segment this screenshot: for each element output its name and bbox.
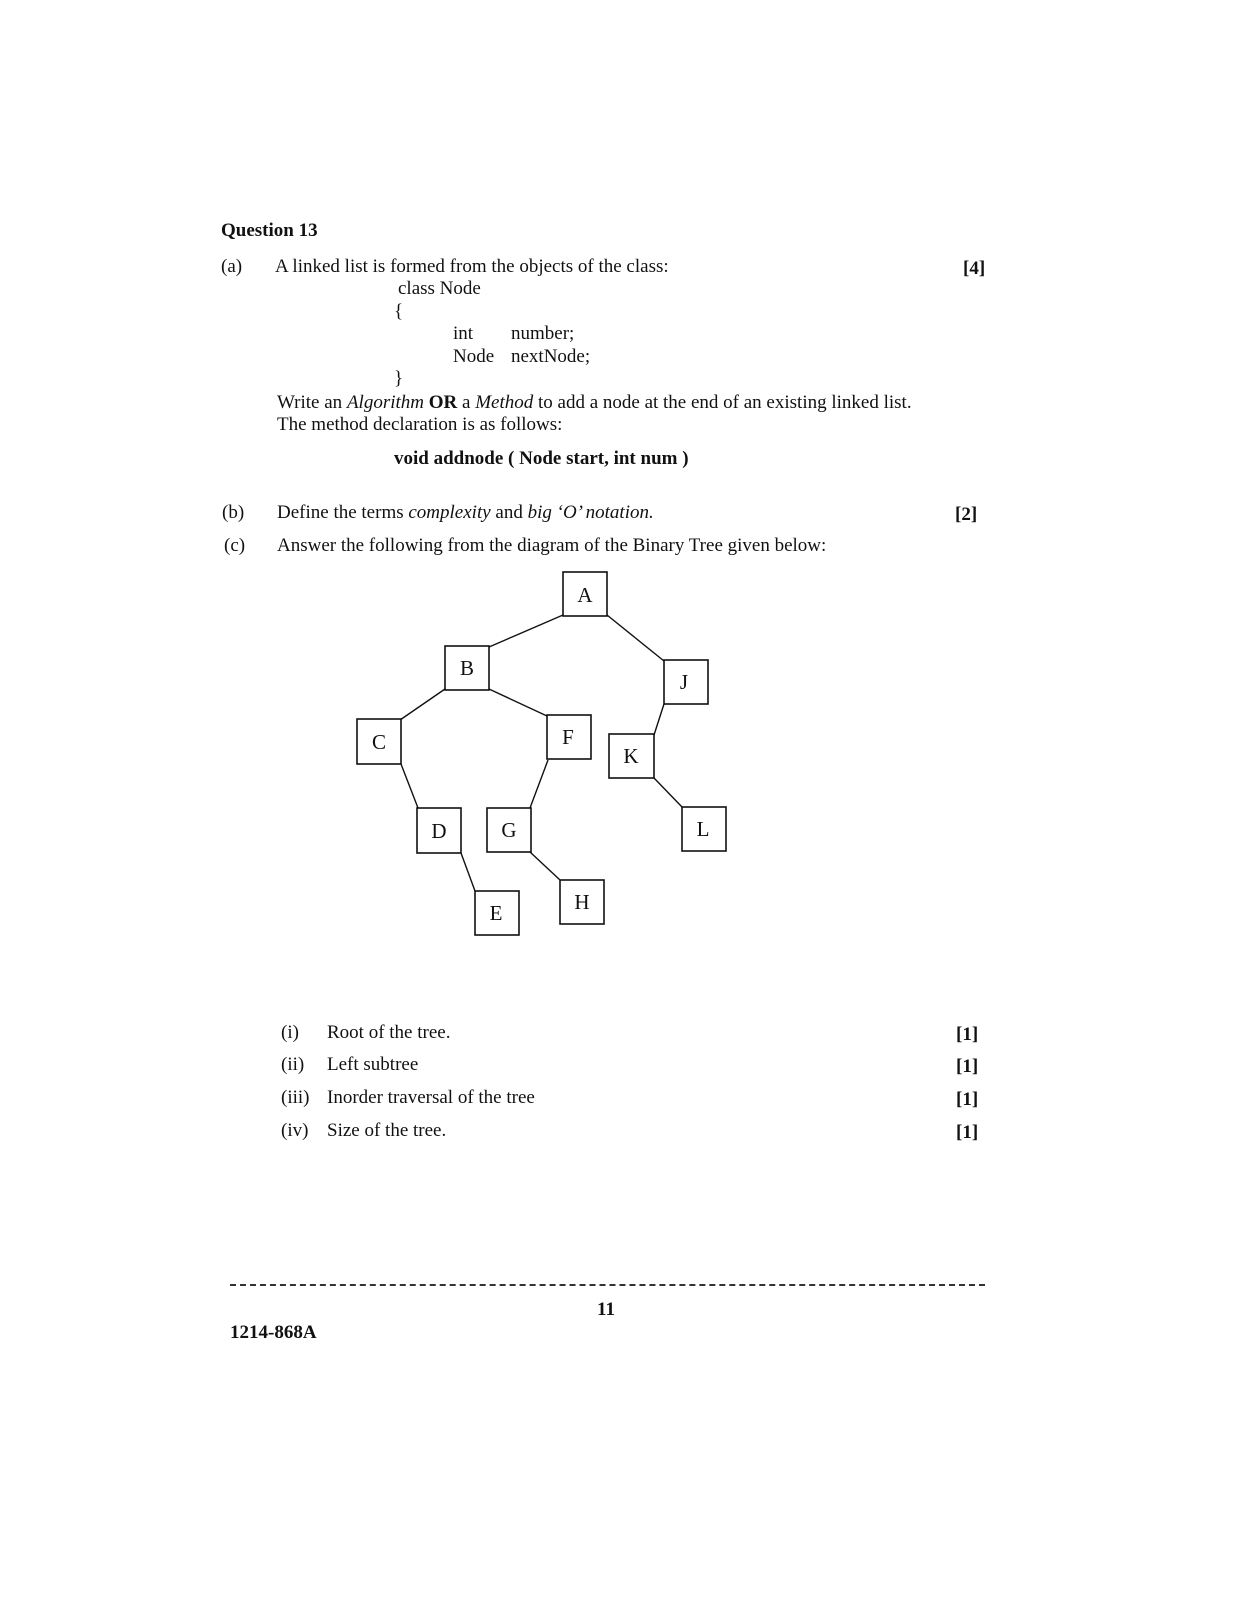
part-a-marks: [4] (963, 258, 986, 279)
code-class-line: class Node (398, 278, 481, 299)
subpart-iii-text: Inorder traversal of the tree (327, 1087, 535, 1108)
subpart-ii-text: Left subtree (327, 1054, 419, 1075)
tree-node-K (609, 734, 654, 778)
tree-node-L (682, 807, 726, 851)
tree-node-F (547, 715, 591, 759)
tree-node-E-label: E (489, 901, 503, 925)
subpart-iv-num: (iv) (281, 1120, 309, 1141)
code-field1-type: int (453, 323, 474, 344)
code-close-brace: } (394, 368, 404, 389)
edge-a-j (607, 615, 664, 661)
tree-node-B-label: B (459, 656, 475, 680)
subpart-iii-marks: [1] (956, 1089, 979, 1110)
tree-node-E (475, 891, 519, 935)
part-b-text: Define the terms complexity and big ‘O’ notation. (277, 502, 654, 523)
tree-node-H (560, 880, 604, 924)
part-a-intro: A linked list is formed from the objects of the class: (275, 256, 669, 277)
subpart-iv-text: Size of the tree. (327, 1120, 447, 1141)
tree-node-D (417, 808, 461, 853)
edge-a-b (489, 615, 563, 647)
tree-node-G (487, 808, 531, 852)
tree-node-A-label: A (577, 583, 593, 607)
part-a-label: (a) (221, 256, 243, 277)
tree-node-G-label: G (501, 818, 517, 842)
part-b-marks: [2] (955, 504, 978, 525)
tree-node-K-label: K (623, 744, 639, 768)
code-field1-name: number; (511, 323, 575, 344)
tree-node-D-label: D (431, 819, 447, 843)
subpart-i-num: (i) (281, 1022, 299, 1043)
edge-b-f (489, 689, 547, 716)
subpart-iii-num: (iii) (281, 1087, 310, 1108)
tree-node-J (664, 660, 708, 704)
part-c-label: (c) (224, 535, 246, 556)
edge-k-l (654, 778, 682, 807)
paper-code: 1214-868A (230, 1322, 317, 1343)
tree-node-L-label: L (696, 817, 710, 841)
tree-node-F-label: F (562, 725, 574, 749)
part-c-text: Answer the following from the diagram of the Binary Tree given below: (277, 535, 827, 556)
page-number: 11 (597, 1299, 615, 1320)
part-b-label: (b) (222, 502, 245, 523)
subpart-i-marks: [1] (956, 1024, 979, 1045)
code-open-brace: { (394, 301, 404, 322)
subpart-ii-marks: [1] (956, 1056, 979, 1077)
edge-c-d (401, 764, 418, 808)
edge-g-h (530, 852, 560, 880)
question-title: Question 13 (221, 220, 318, 241)
footer-divider (230, 1284, 985, 1286)
edge-j-k (654, 704, 664, 735)
subpart-iv-marks: [1] (956, 1122, 979, 1143)
edge-b-c (400, 689, 445, 720)
edge-d-e (461, 853, 475, 891)
tree-node-C (357, 719, 401, 764)
subpart-i-text: Root of the tree. (327, 1022, 451, 1043)
subpart-ii-num: (ii) (281, 1054, 305, 1075)
part-a-instruction-line2: The method declaration is as follows: (277, 414, 563, 435)
edge-f-g (530, 760, 548, 808)
part-a-instruction: Write an Algorithm OR a Method to add a node at the end of an existing linked list. (277, 392, 912, 413)
tree-node-A (563, 572, 607, 616)
tree-node-H-label: H (574, 890, 590, 914)
code-field2-name: nextNode; (511, 346, 591, 367)
tree-node-B (445, 646, 489, 690)
tree-node-J-label: J (679, 670, 689, 694)
method-signature: void addnode ( Node start, int num ) (394, 448, 689, 469)
tree-node-C-label: C (371, 730, 387, 754)
code-field2-type: Node (453, 346, 495, 367)
